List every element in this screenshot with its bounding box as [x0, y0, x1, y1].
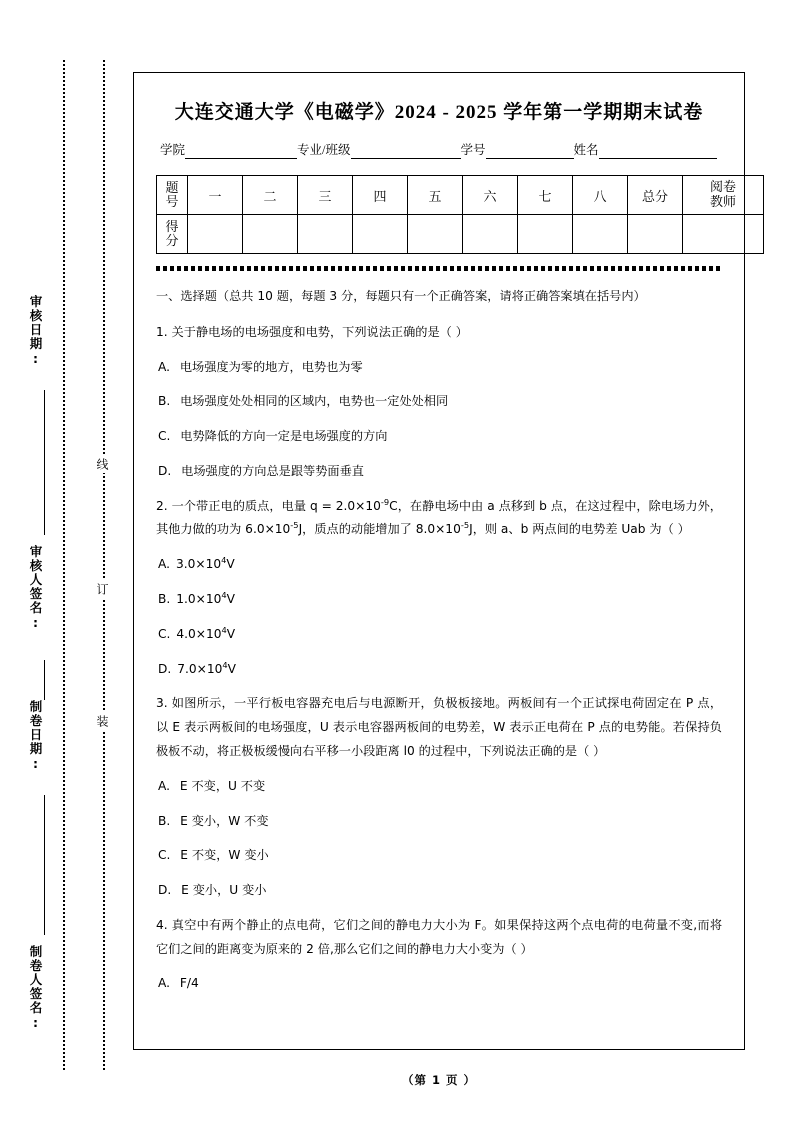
produce-date-rule: [44, 795, 45, 935]
score-cell-8[interactable]: [573, 215, 628, 254]
reviewer-signature-rule: [44, 660, 45, 700]
produce-date-label: 制卷日期:: [28, 700, 43, 773]
field-name-input[interactable]: [599, 145, 717, 159]
question-1-option-d-letter: D.: [158, 463, 172, 478]
question-2-option-c-base: 4.0×10: [176, 626, 222, 641]
col-header-total: 总分: [628, 176, 683, 215]
score-cell-7[interactable]: [518, 215, 573, 254]
row-header-score-char-2: 分: [165, 233, 179, 248]
question-2-option-c-unit: V: [226, 626, 236, 641]
question-2-option-b-exponent: 4: [221, 589, 227, 600]
question-2-option-d-unit: V: [227, 661, 236, 676]
col-header-5: 五: [408, 176, 463, 215]
left-margin-strip: [0, 0, 133, 1122]
row-header-question-number: [157, 176, 188, 215]
question-1-text: 关于静电场的电场强度和电势，下列说法正确的是（ ）: [171, 324, 468, 339]
question-3-option-c[interactable]: [156, 844, 722, 868]
field-student-id: [461, 140, 574, 159]
question-2-option-d-letter: D.: [158, 661, 172, 676]
question-2-text-part-1: 一个带正电的质点，电量 q = 2.0×10: [171, 498, 381, 513]
exam-body: [156, 285, 722, 996]
field-student-id-input[interactable]: [486, 145, 574, 159]
review-date-rule: [44, 390, 45, 535]
question-3-option-b[interactable]: [156, 810, 722, 834]
question-2-option-a-exponent: 4: [221, 555, 227, 566]
question-3-option-d-letter: D.: [158, 883, 172, 898]
question-2-option-b-unit: V: [226, 592, 235, 607]
score-cell-1[interactable]: [188, 215, 243, 254]
col-header-6: 六: [463, 176, 518, 215]
col-header-4: 四: [353, 176, 408, 215]
field-college: [160, 140, 297, 159]
question-3-option-a-letter: A.: [158, 778, 170, 793]
question-3-option-b-text: E 变小，W 不变: [180, 813, 269, 828]
score-cell-6[interactable]: [463, 215, 518, 254]
score-cell-2[interactable]: [243, 215, 298, 254]
seal-mark-fold: 装: [94, 712, 111, 730]
question-2-exponent-2: -5: [290, 520, 299, 531]
question-4: [156, 914, 722, 962]
question-2-exponent-1: -9: [380, 496, 390, 507]
question-4-option-a-text: F/4: [179, 976, 199, 991]
field-name: [574, 140, 717, 159]
question-2: [156, 495, 722, 543]
page-number-footer: （第 1 页 ）: [401, 1073, 476, 1087]
question-2-option-d-base: 7.0×10: [177, 661, 223, 676]
question-2-option-d[interactable]: [156, 658, 722, 682]
reviewer-signature-label: 审核人签名:: [28, 545, 43, 632]
field-name-label: 姓名: [573, 143, 599, 157]
question-1-option-a[interactable]: [156, 356, 722, 380]
row-header-score-char-1: 得: [165, 219, 179, 235]
question-1-option-a-letter: A.: [158, 359, 170, 374]
question-2-text-part-4: J，则 a、b 两点间的电势差 Uab 为（ ）: [469, 522, 690, 537]
question-1-number: 1.: [156, 324, 168, 339]
question-1-option-a-text: 电场强度为零的地方，电势也为零: [179, 359, 363, 374]
field-major-class-label: 专业/班级: [297, 143, 351, 157]
producer-signature-label: 制卷人签名:: [28, 945, 43, 1032]
question-2-option-b[interactable]: [156, 588, 722, 612]
row-header-question-char-2: 号: [165, 194, 179, 209]
question-2-option-c-exponent: 4: [221, 624, 227, 635]
col-header-teacher-line-1: 阅卷: [709, 179, 736, 195]
question-1-option-b-text: 电场强度处处相同的区域内，电势也一定处处相同: [180, 394, 449, 409]
col-header-2: 二: [243, 176, 298, 215]
score-cell-total[interactable]: [628, 215, 683, 254]
question-3: [156, 692, 722, 763]
outer-dashed-line: [63, 60, 65, 1070]
field-college-input[interactable]: [185, 145, 297, 159]
question-1-option-c[interactable]: [156, 425, 722, 449]
question-1-option-d[interactable]: [156, 460, 722, 484]
question-2-option-c-letter: C.: [158, 626, 171, 641]
question-1-option-d-text: 电场强度的方向总是跟等势面垂直: [181, 463, 364, 478]
question-2-option-c[interactable]: [156, 623, 722, 647]
question-3-number: 3.: [156, 696, 168, 711]
question-4-option-a[interactable]: [156, 972, 722, 996]
question-2-option-d-exponent: 4: [222, 659, 228, 670]
field-student-id-label: 学号: [460, 143, 486, 157]
question-4-number: 4.: [156, 917, 168, 932]
question-2-exponent-3: -5: [460, 520, 470, 531]
question-3-option-a-text: E 不变，U 不变: [179, 778, 266, 793]
question-1: [156, 321, 722, 345]
question-3-option-d-text: E 变小，U 变小: [181, 883, 267, 898]
col-header-8: 八: [573, 176, 628, 215]
review-date-label: 审核日期:: [28, 295, 43, 368]
question-3-option-c-text: E 不变，W 变小: [180, 848, 269, 863]
question-3-option-b-letter: B.: [158, 813, 171, 828]
question-1-option-b-letter: B.: [158, 394, 171, 409]
question-4-option-a-letter: A.: [158, 976, 170, 991]
row-header-question-char-1: 题: [165, 180, 179, 196]
col-header-teacher-line-2: 教师: [709, 194, 736, 209]
score-cell-4[interactable]: [353, 215, 408, 254]
field-major-class: [297, 140, 460, 159]
col-header-3: 三: [298, 176, 353, 215]
col-header-1: 一: [188, 176, 243, 215]
seal-mark-line: 线: [94, 455, 111, 473]
question-3-option-a[interactable]: [156, 775, 722, 799]
question-1-option-b[interactable]: [156, 390, 722, 414]
question-2-number: 2.: [156, 498, 168, 513]
question-2-option-b-base: 1.0×10: [176, 592, 222, 607]
exam-sheet: [133, 72, 745, 1050]
page-title: 大连交通大学《电磁学》2024 - 2025 学年第一学期期末试卷: [174, 102, 704, 123]
inner-dashed-line: [103, 60, 105, 1070]
question-1-option-c-letter: C.: [158, 429, 171, 444]
question-2-text-part-2: C，在静电场中由 a 点移到 b 点，在这过程中，除电场力外，其他力做的功为 6.0×10: [156, 498, 722, 537]
question-2-option-a-unit: V: [226, 557, 235, 572]
col-header-7: 七: [518, 176, 573, 215]
question-2-option-b-letter: B.: [158, 592, 171, 607]
field-major-class-input[interactable]: [351, 145, 461, 159]
question-3-option-d[interactable]: [156, 879, 722, 903]
question-3-option-c-letter: C.: [158, 848, 171, 863]
seal-mark-bind: 订: [94, 580, 111, 598]
score-cell-3[interactable]: [298, 215, 353, 254]
dotted-separator: [156, 266, 722, 271]
score-table: [156, 175, 764, 254]
table-row-scores: [157, 215, 764, 254]
col-header-teacher: [683, 176, 764, 215]
table-row-question-numbers: [157, 176, 764, 215]
row-header-score: [157, 215, 188, 254]
question-3-text: 如图所示，一平行板电容器充电后与电源断开，负极板接地。两板间有一个正试探电荷固定在 P 点，以 E 表示两板间的电场强度，U 表示电容器两板间的电势差，W 表示正电荷在 P 点的电势能。若保持负极板不动，将正极板缓慢向右平移一小段距离 l0 的过程中，下列说法正确的是（ ）: [156, 696, 723, 758]
question-2-option-a-letter: A.: [158, 557, 170, 572]
question-2-option-a[interactable]: [156, 553, 722, 577]
score-cell-5[interactable]: [408, 215, 463, 254]
question-4-text: 真空中有两个静止的点电荷，它们之间的静电力大小为 F。如果保持这两个点电荷的电荷量不变,而将它们之间的距离变为原来的 2 倍,那么它们之间的静电力大小变为（ ）: [156, 917, 723, 956]
identity-fields-row: [160, 140, 722, 159]
score-cell-teacher[interactable]: [683, 215, 764, 254]
field-college-label: 学院: [160, 143, 186, 157]
section-heading: 一、选择题（总共 10 题，每题 3 分，每题只有一个正确答案，请将正确答案填在括号内）: [156, 289, 646, 303]
question-2-option-a-base: 3.0×10: [176, 557, 222, 572]
question-1-option-c-text: 电势降低的方向一定是电场强度的方向: [180, 429, 388, 444]
question-2-text-part-3: J，质点的动能增加了 8.0×10: [298, 522, 461, 537]
